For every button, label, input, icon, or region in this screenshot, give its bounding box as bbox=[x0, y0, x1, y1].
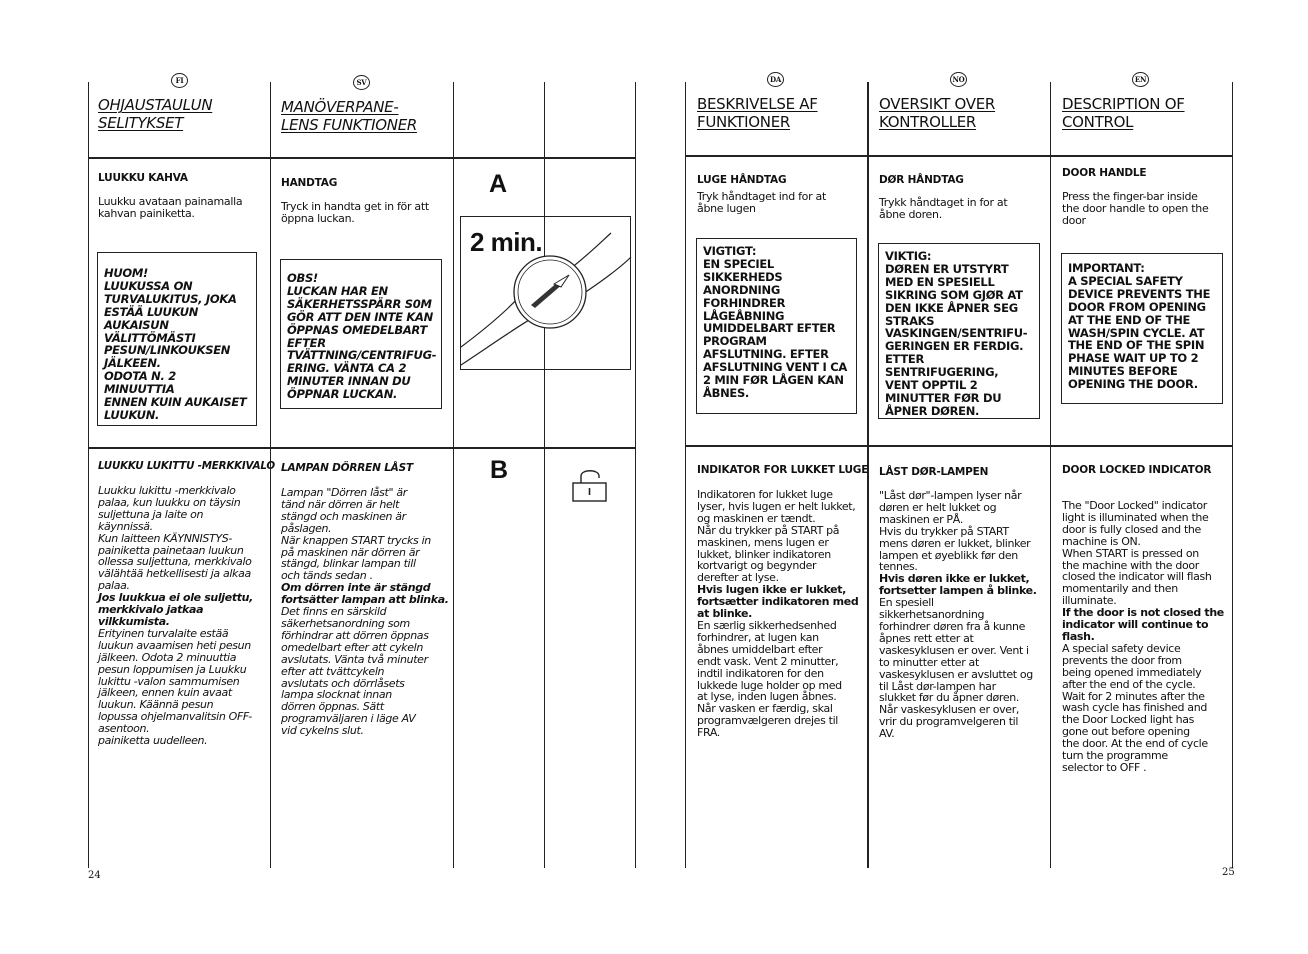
column-divider bbox=[1050, 82, 1051, 868]
door-locked-warning-fi: Jos luukkua ei ole suljettu, merkkivalo jatkaa vilkkumista. bbox=[98, 591, 253, 628]
column-divider bbox=[88, 82, 89, 868]
column-divider bbox=[635, 82, 636, 868]
door-locked-body-sv bbox=[281, 487, 449, 737]
door-locked-text-sv: Lampan "Dörren låst" är tänd när dörren är helt stängd och maskinen är påslagen. När knappen START trycks in på maskinen när dörren är stängd, blinkar lampan till och tänds sedan . bbox=[281, 486, 431, 583]
figure-label-a: A bbox=[489, 170, 508, 198]
door-locked-body-no bbox=[879, 490, 1047, 740]
door-locked-title-fi: LUUKKU LUKITTU -MERKKIVALO bbox=[98, 460, 275, 472]
section-heading-fi: OHJAUSTAULUN SELITYKSET bbox=[98, 96, 213, 132]
language-badge-da: DA bbox=[767, 72, 784, 87]
section-divider bbox=[685, 155, 1233, 157]
warning-box-sv: OBS! LUCKAN HAR EN SÄKERHETSSPÄRR S0M GÖR ATT DEN INTE KAN ÖPPNAS OMEDELBART EFTER TVÄTTNING/CENTRIFUG- ERING. VÄNTA CA 2 MINUTER INNAN DU ÖPPNAR LUCKAN. bbox=[280, 259, 442, 409]
door-handle-text-fi: Luukku avataan painamalla kahvan painiketta. bbox=[98, 195, 243, 220]
column-divider bbox=[453, 82, 454, 868]
door-handle-text-no: Trykk håndtaget in for at åbne doren. bbox=[879, 196, 1008, 221]
door-locked-warning-no: Hvis døren ikke er lukket, fortsetter lampen å blinke. bbox=[879, 572, 1037, 598]
warning-box-fi: HUOM! LUUKUSSA ON TURVALUKITUS, JOKA ESTÄÄ LUUKUN AUKAISUN VÄLITTÖMÄSTI PESUN/LINKOUKSEN JÄLKEEN. ODOTA N. 2 MINUUTTIA ENNEN KUIN AUKAISET LUUKUN. bbox=[97, 252, 257, 426]
section-divider bbox=[88, 447, 636, 449]
door-locked-text2-no: En spesiell sikkerhetsanordning forhindrer døren fra å kunne åpnes rett etter at vaskesyklusen er over. Vent i to minutter etter at vaskesyklusen er avsluttet og til Låst dør-lampen har slukket før du åpner døren. Når vaskesyklusen er over, vrir du programvelgeren til AV. bbox=[879, 596, 1033, 741]
door-handle-title-da: LUGE HÅNDTAG bbox=[697, 174, 787, 186]
padlock-icon bbox=[571, 465, 611, 503]
door-locked-body-en bbox=[1062, 500, 1230, 774]
door-handle-text-en: Press the finger-bar inside the door handle to open the door bbox=[1062, 190, 1209, 227]
section-heading-da: BESKRIVELSE AF FUNKTIONER bbox=[697, 95, 818, 131]
door-locked-title-no: LÅST DØR-LAMPEN bbox=[879, 466, 989, 478]
door-handle-text-sv: Tryck in handta get in för att öppna luckan. bbox=[281, 200, 429, 225]
door-handle-title-fi: LUUKKU KAHVA bbox=[98, 172, 188, 184]
door-handle-title-no: DØR HÅNDTAG bbox=[879, 174, 964, 186]
warning-box-da: VIGTIGT: EN SPECIEL SIKKERHEDS ANORDNING FORHINDRER LÅGEÅBNING UMIDDELBART EFTER PROGRAM AFSLUTNING. EFTER AFSLUTNING VENT I CA 2 MIN FØR LÅGEN KAN ÅBNES. bbox=[696, 238, 857, 414]
page-number-right: 25 bbox=[1222, 867, 1235, 878]
door-locked-title-en: DOOR LOCKED INDICATOR bbox=[1062, 464, 1212, 476]
door-locked-text2-fi: Erityinen turvalaite estää luukun avaamisen heti pesun jälkeen. Odota 2 minuuttia pesun loppumisen ja Luukku lukittu -valon sammumisen jälkeen, ennen kuin avaat luukun. Käännä pesun lopussa ohjelmanvalitsin OFF- asentoon. painiketta uudelleen. bbox=[98, 626, 252, 748]
wristwatch-icon bbox=[461, 217, 632, 371]
column-divider bbox=[544, 82, 545, 868]
section-heading-en: DESCRIPTION OF CONTROL bbox=[1062, 95, 1185, 131]
section-divider bbox=[685, 445, 1233, 447]
column-divider bbox=[685, 82, 686, 868]
column-divider bbox=[1232, 82, 1233, 868]
language-badge-fi: FI bbox=[171, 73, 188, 88]
door-locked-text-fi: Luukku lukittu -merkkivalo palaa, kun luukku on täysin suljettuna ja laite on käynnissä. Kun laitteen KÄYNNISTYS- painiketta painetaan luukun ollessa suljettuna, merkkivalo välähtää hetkellisesti ja alkaa palaa. bbox=[98, 484, 252, 593]
door-locked-body-da bbox=[697, 489, 865, 739]
language-badge-en: EN bbox=[1132, 72, 1149, 87]
door-locked-warning-da: Hvis lugen ikke er lukket, fortsætter indikatoren med at blinke. bbox=[697, 583, 859, 621]
door-handle-title-en: DOOR HANDLE bbox=[1062, 167, 1147, 179]
warning-box-no: VIKTIG: DØREN ER UTSTYRT MED EN SPESIELL SIKRING SOM GJØR AT DEN IKKE ÅPNER SEG STRAKS VASKINGEN/SENTRIFU- GERINGEN ER FERDIG. ETTER SENTRIFUGERING, VENT OPPTIL 2 MINUTTER FØR DU ÅPNER DØREN. bbox=[878, 243, 1040, 419]
door-locked-warning-en: If the door is not closed the indicator will continue to flash. bbox=[1062, 606, 1224, 643]
language-badge-sv: SV bbox=[353, 75, 370, 90]
door-locked-title-sv: LAMPAN DÖRREN LÅST bbox=[281, 462, 413, 474]
door-locked-text2-sv: Det finns en särskild säkerhetsanordning som förhindrar att dörren öppnas omedelbart efter att cykeln avslutats. Vänta två minuter efter att tvättcykeln avslutats och dörrlåsets lampa slocknat innan dörren öppnas. Sätt programväljaren i läge AV vid cykelns slut. bbox=[281, 605, 429, 738]
language-badge-no: NO bbox=[950, 72, 967, 87]
door-locked-warning-sv: Om dörren inte är stängd fortsätter lampan att blinka. bbox=[281, 581, 449, 607]
column-divider bbox=[270, 82, 271, 868]
door-locked-title-da: INDIKATOR FOR LUKKET LUGE bbox=[697, 464, 869, 476]
door-locked-text-no: "Låst dør"-lampen lyser når døren er helt lukket og maskinen er PÅ. Hvis du trykker på START mens døren er lukket, blinker lampen et øyeblikk før den tennes. bbox=[879, 489, 1031, 574]
door-locked-text2-da: En særlig sikkerhedsenhed forhindrer, at lugen kan åbnes umiddelbart efter endt vask. Vent 2 minutter, indtil indikatoren for den lukkede luge holder op med at lyse, inden lugen åbnes. Når vasken er færdig, skal programvælgeren drejes til FRA. bbox=[697, 618, 842, 740]
warning-box-en: IMPORTANT: A SPECIAL SAFETY DEVICE PREVENTS THE DOOR FROM OPENING AT THE END OF THE WASH/SPIN CYCLE. AT THE END OF THE SPIN PHASE WAIT UP TO 2 MINUTES BEFORE OPENING THE DOOR. bbox=[1061, 253, 1223, 404]
door-locked-text-en: The "Door Locked" indicator light is illuminated when the door is fully closed and the machine is ON. When START is pressed on the machine with the door closed the indicator will flash momentarily and then illuminate. bbox=[1062, 499, 1212, 608]
timer-figure bbox=[460, 216, 631, 370]
door-handle-text-da: Tryk håndtaget ind for at åbne lugen bbox=[697, 190, 826, 215]
page-number-left: 24 bbox=[88, 870, 101, 881]
timer-label: 2 min. bbox=[470, 227, 543, 257]
figure-label-b: B bbox=[490, 456, 509, 484]
section-heading-sv: MANÖVERPANE- LENS FUNKTIONER bbox=[281, 98, 418, 134]
door-handle-title-sv: HANDTAG bbox=[281, 177, 338, 189]
door-locked-text2-en: A special safety device prevents the door from being opened immediately after the end of the cycle. Wait for 2 minutes after the wash cycle has finished and the Door Locked light has gone out before opening the door. At the end of cycle turn the programme selector to OFF . bbox=[1062, 641, 1208, 774]
section-heading-no: OVERSIKT OVER KONTROLLER bbox=[879, 95, 996, 131]
section-divider bbox=[88, 157, 636, 159]
door-locked-text-da: Indikatoren for lukket luge lyser, hvis lugen er helt lukket, og maskinen er tændt. Når du trykker på START på maskinen, mens lugen er lukket, blinker indikatoren kortvarigt og begynder derefter at lyse. bbox=[697, 488, 856, 585]
door-locked-body-fi bbox=[98, 485, 268, 747]
